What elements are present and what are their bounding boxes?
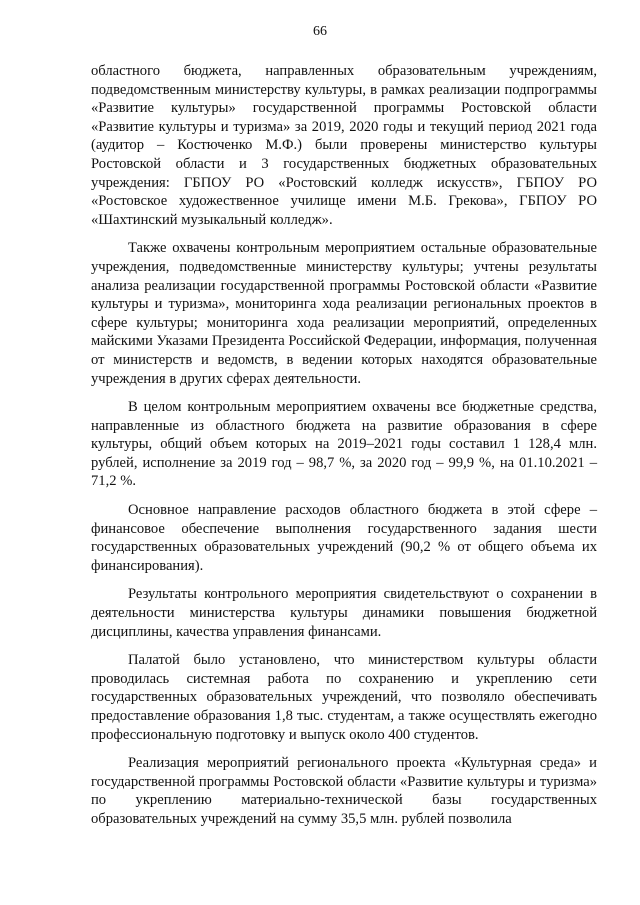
paragraph: Также охвачены контрольным мероприятием остальные образовательные учреждения, подведомственные министерству культуры; учтены результаты анализа реализации государственной программы Ростовской области «Развитие культуры и туризма», мониторинга хода реализации региональных проектов в сфере культуры; мониторинга хода реализации мероприятий, определенных майскими Указами Президента Российской Федерации, информация, полученная от министерств и ведомств, в ведении которых находятся образовательные учреждения в других сферах деятельности.: [91, 240, 597, 387]
paragraph: Палатой было установлено, что министерством культуры области проводилась системная работа по сохранению и укреплению сети государственных образовательных учреждений, что позволяло обеспечивать предоставление образования 1,8 тыс. студентам, а также осуществлять ежегодно профессиональную подготовку и выпуск около 400 студентов.: [91, 652, 597, 743]
paragraph-continuation: областного бюджета, направленных образовательным учреждениям, подведомственным министерству культуры, в рамках реализации подпрограммы «Развитие культуры» государственной программы Ростовской области «Развитие культуры и туризма» за 2019, 2020 годы и текущий период 2021 года (аудитор – Костюченко М.Ф.) были проверены министерство культуры Ростовской области и 3 государственных бюджетных образовательных учреждения: ГБПОУ РО «Ростовский колледж искусств», ГБПОУ РО «Ростовское художественное училище имени М.Б. Грекова», ГБПОУ РО «Шахтинский музыкальный колледж».: [91, 63, 597, 228]
page-number: 66: [313, 24, 327, 39]
paragraph: Реализация мероприятий регионального проекта «Культурная среда» и государственной программы Ростовской области «Развитие культуры и туризма» по укреплению материально-технической базы государственных образовательных учреждений на сумму 35,5 млн. рублей позволила: [91, 755, 597, 827]
paragraph: Основное направление расходов областного бюджета в этой сфере – финансовое обеспечение выполнения государственного задания шести государственных образовательных учреждений (90,2 % от общего объема их финансирования).: [91, 502, 597, 574]
paragraph: В целом контрольным мероприятием охвачены все бюджетные средства, направленные из областного бюджета на развитие образования в сфере культуры, общий объем которых на 2019–2021 годы составил 1 128,4 млн. рублей, исполнение за 2019 год – 98,7 %, за 2020 год – 99,9 %, на 01.10.2021 – 71,2 %.: [91, 399, 597, 490]
document-body: [91, 62, 597, 839]
paragraph: Результаты контрольного мероприятия свидетельствуют о сохранении в деятельности министерства культуры динамики повышения бюджетной дисциплины, качества управления финансами.: [91, 586, 597, 640]
